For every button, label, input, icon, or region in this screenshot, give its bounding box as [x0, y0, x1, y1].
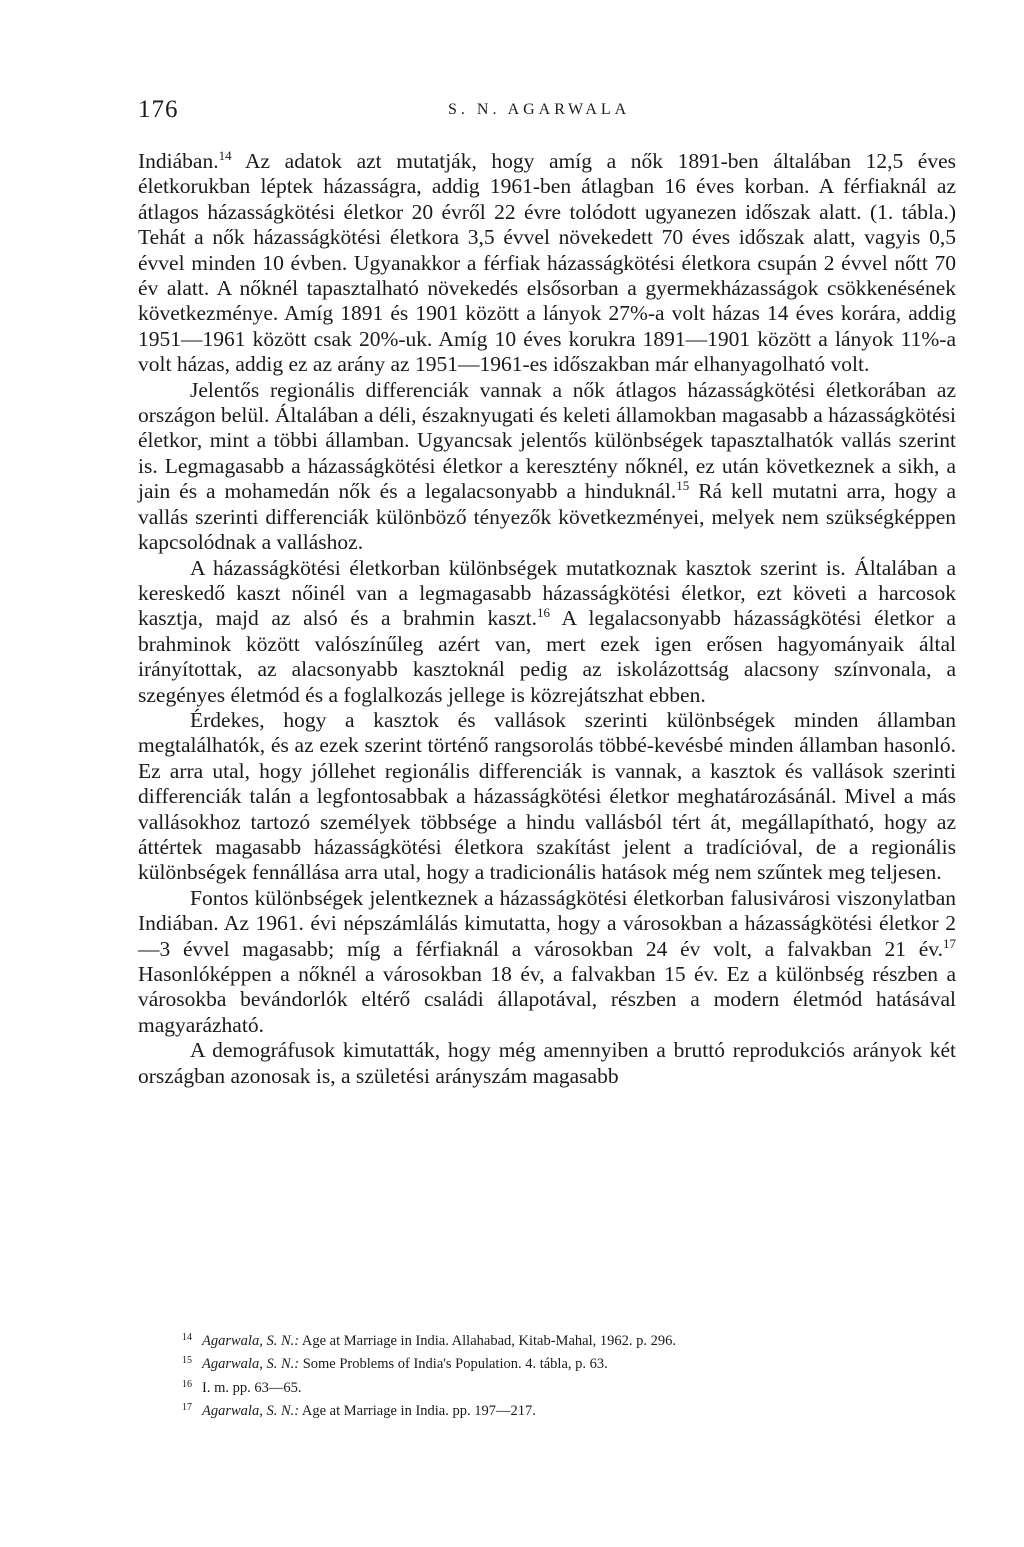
- running-head: S. N. AGARWALA: [448, 101, 631, 118]
- footnote-author: Agarwala, S. N.:: [202, 1333, 300, 1349]
- footnote-author: Agarwala, S. N.:: [202, 1403, 300, 1420]
- paragraph-text: Az adatok azt mutatják, hogy amíg a nők 1891-ben általában 12,5 éves életkorukban léptek házasságra, addig 1961-ben átlagban 16 éves korban. A férfiaknál az átlagos házasságkötési életkor 20 évről 22 évre tolódott ugyanezen időszak alatt. (1. tábla.) Tehát a nők házasságkötési életkora 3,5 évvel növekedett 70 éves időszak alatt, vagyis 0,5 évvel minden 10 évben. Ugyanakkor a férfiak házasságkötési életkora csupán 2 évvel nőtt 70 év alatt. A nőknél tapasztalható növekedés elsősorban a gyermekházasságok csökkenésének következménye. Amíg 1891 és 1901 között a lányok 27%-a volt házas 14 éves korára, addig 1951—1961 között csak 20%-uk. Amíg 10 éves korukra 1891—1901 között a lányok 11%-a volt házas, addig ez az arány az 1951—1961-es időszakban már elhanyagolható volt.: [138, 149, 956, 377]
- footnotes: [182, 1328, 942, 1422]
- paragraph: [138, 708, 956, 886]
- page-number: 176: [138, 96, 179, 123]
- footnote: [182, 1398, 942, 1421]
- footnote-ref: 15: [676, 478, 690, 494]
- paragraph: [138, 556, 956, 708]
- footnote-ref: 14: [218, 148, 232, 163]
- footnote-number: 14: [182, 1332, 192, 1343]
- body-text: [138, 149, 956, 1089]
- footnote-text: Age at Marriage in India. pp. 197—217.: [299, 1403, 536, 1420]
- footnote-number: 17: [182, 1402, 192, 1414]
- footnote-number: 16: [182, 1378, 192, 1390]
- paragraph-text: Érdekes, hogy a kasztok és vallások szerinti különbségek minden államban megtalálhatók, és az ezek szerint történő rangsorolás többé-kevésbé minden államban hasonló. Ez arra utal, hogy jóllehet regionális differenciák is vannak, a kasztok és vallások szerinti differenciák talán a legfontosabbak a házasságkötési életkor meghatározásánál. Mivel a más vallásokhoz tartozó személyek többsége a hindu vallásból tért át, megállapítható, hogy az áttértek magasabb házasságkötési életkora szakítást jelent a tradícióval, de a regionális különbségek fennállása arra utal, hogy a tradicionális hatások még nem szűntek meg teljesen.: [138, 707, 956, 885]
- paragraph-text: A házasságkötési életkorban különbségek mutatkoznak kasztok szerint is. Általában a kereskedő kaszt nőinél van a legmagasabb házasságkötési életkor, ezt követi a harcosok kasztja, majd az alsó és a brahmin kaszt.: [138, 555, 956, 631]
- page-header: [138, 96, 958, 126]
- footnote-text: Some Problems of India's Population. 4. tábla, p. 63.: [299, 1356, 608, 1373]
- footnote: [182, 1351, 942, 1374]
- paragraph-text: A demográfusok kimutatták, hogy még amennyiben a bruttó reprodukciós arányok két országban azonosak is, a születési arányszám magasabb: [138, 1038, 956, 1088]
- paragraph: [138, 149, 956, 378]
- footnote-text: I. m. pp. 63—65.: [202, 1379, 302, 1396]
- footnote-ref: 16: [537, 605, 551, 621]
- footnote: [182, 1375, 942, 1398]
- paragraph-text: A legalacsonyabb házasságkötési életkor a brahminok között valószínűleg azért van, mert ezek igen erősen hagyományaik által irányítottak, az alacsonyabb kasztoknál pedig az iskolázottság alacsony színvonala, a szegényes életmód és a foglalkozás jellege is közrejátszhat ebben.: [138, 606, 956, 707]
- footnote-ref: 17: [943, 935, 956, 951]
- paragraph: [138, 1038, 956, 1089]
- paragraph: [138, 886, 956, 1038]
- paragraph-text: Fontos különbségek jelentkeznek a házasságkötési életkorban falusivárosi viszonylatban Indiában. Az 1961. évi népszámlálás kimutatta, hogy a városokban a házasságkötési életkor 2—3 évvel magasabb; míg a férfiaknál a városokban 24 év volt, a falvakban 21 év.: [138, 885, 956, 961]
- paragraph-text: Indiában.: [138, 149, 219, 173]
- paragraph-text: Hasonlóképpen a nőknél a városokban 18 év, a falvakban 15 év. Ez a különbség részben a városokba bevándorlók eltérő családi állapotával, részben a modern életmód hatásával magyarázható.: [138, 962, 956, 1037]
- footnote-author: Agarwala, S. N.:: [202, 1356, 300, 1373]
- paragraph-text: Rá kell mutatni arra, hogy a vallás szerinti differenciák különböző tényezők következményei, melyek nem szükségképpen kapcsolódnak a valláshoz.: [138, 479, 956, 555]
- footnote-text: Age at Marriage in India. Allahabad, Kitab-Mahal, 1962. p. 296.: [299, 1333, 676, 1349]
- footnote-number: 15: [182, 1355, 192, 1367]
- paragraph-text: Jelentős regionális differenciák vannak a nők átlagos házasságkötési életkorában az országon belül. Általában a déli, északnyugati és keleti államokban magasabb a házasságkötési életkor, mint a többi államban. Ugyancsak jelentős különbségek tapasztalhatók vallás szerint is. Legmagasabb a házasságkötési életkor a keresztény nőknél, ez után következnek a sikh, a jain és a mohamedán nők és a legalacsonyabb a hinduknál.: [138, 377, 956, 504]
- footnote: [182, 1328, 942, 1351]
- paragraph: [138, 378, 956, 556]
